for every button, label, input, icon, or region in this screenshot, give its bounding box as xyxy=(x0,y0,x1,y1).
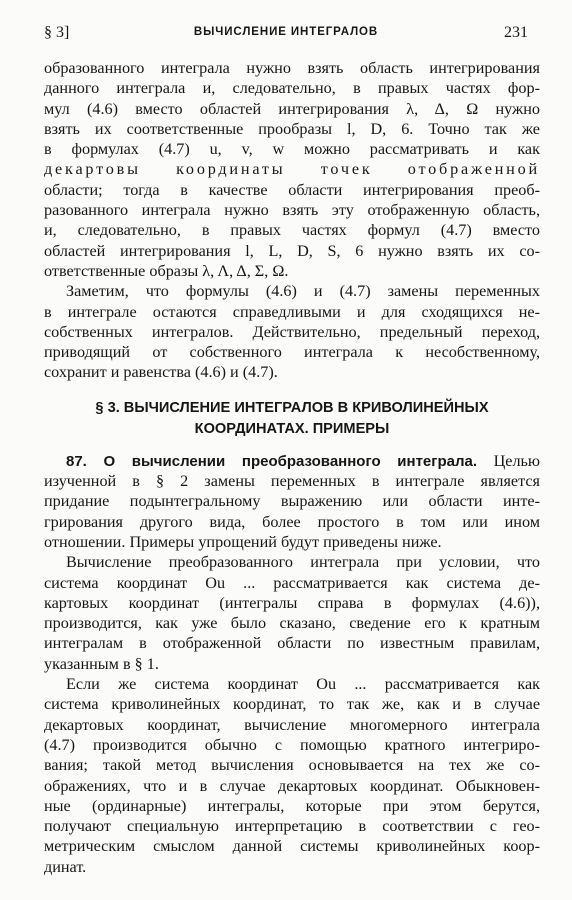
header-section: § 3] xyxy=(44,24,70,41)
text-line: сохранит и равенства (4.6) и (4.7). xyxy=(44,363,278,382)
text-line: в интеграле остаются справедливыми и для сходящихся не- xyxy=(44,302,540,321)
text-line: (4.7) производится обычно с помощью кратного интегриро- xyxy=(44,735,540,754)
running-header xyxy=(44,24,528,46)
text-line: метрическим смыслом данной системы криволинейных коор- xyxy=(44,837,540,856)
text-line: система криволинейных координат, то так же, как и в случае xyxy=(44,695,540,714)
subsection-title: 87. О вычислении преобразованного интеграла. xyxy=(66,452,478,470)
text-line: динат. xyxy=(44,857,87,876)
text-line: отношении. Примеры упрощений будут приведены ниже. xyxy=(44,532,442,551)
text-line: указанным в § 1. xyxy=(44,654,159,673)
text-line: разованного интеграла нужно взять эту отображенную область, xyxy=(44,201,540,220)
text-line: образованного интеграла нужно взять область интегрирования xyxy=(44,59,540,77)
page-number: 231 xyxy=(504,24,528,41)
paragraph-5 xyxy=(44,674,540,877)
text-line xyxy=(44,451,540,471)
text-line: собственных интегралов. Действительно, предельный переход, xyxy=(44,322,540,341)
text-line: ные (ординарные) интегралы, которые при этом берутся, xyxy=(44,796,540,815)
section-heading xyxy=(44,398,540,440)
text-line: получают специальную интерпретацию в соответствии с гео- xyxy=(44,817,540,836)
text-line: приводящий от собственного интеграла к несобственному, xyxy=(44,343,540,362)
text-line: в формулах (4.7) u, v, w можно рассматривать и как xyxy=(44,140,540,159)
text-line: грирования другого вида, более простого в том или ином xyxy=(44,512,540,531)
text-line: интегралам в отображенной области по известным правилам, xyxy=(44,634,540,653)
paragraph-1 xyxy=(44,58,540,281)
text-line: производится, как уже было сказано, сведение его к кратным xyxy=(44,614,540,633)
text-line: декартовых координат, вычисление многомерного интеграла xyxy=(44,715,540,734)
header-title: ВЫЧИСЛЕНИЕ ИНТЕГРАЛОВ xyxy=(193,26,379,38)
text-fragment: Целью xyxy=(477,451,540,470)
text-line: вания; такой метод вычисления основывается на тех же со- xyxy=(44,756,540,775)
text-line: придание подынтегральному выражению или области инте- xyxy=(44,492,540,511)
section-heading-line: § 3. ВЫЧИСЛЕНИЕ ИНТЕГРАЛОВ В КРИВОЛИНЕЙНЫХ xyxy=(95,399,489,416)
paragraph-2 xyxy=(44,281,540,382)
text-line: данного интеграла и, следовательно, в правых частях фор- xyxy=(44,79,540,98)
text-line: Заметим, что формулы (4.6) и (4.7) замены переменных xyxy=(66,282,540,301)
text-line: областей интегрирования l, L, D, S, 6 нужно взять их со- xyxy=(44,241,540,260)
body-text xyxy=(44,58,540,877)
paragraph-4 xyxy=(44,552,540,674)
text-line: ображениях, что и в случае декартовых координат. Обыкновен- xyxy=(44,776,540,795)
text-line: области; тогда в качестве области интегрирования преоб- xyxy=(44,180,540,199)
text-line: система координат Ou ... рассматривается как система де- xyxy=(44,573,540,592)
text-line: мул (4.6) вместо областей интегрирования λ, Δ, Ω нужно xyxy=(44,99,540,118)
section-heading-line: КООРДИНАТАХ. ПРИМЕРЫ xyxy=(194,420,390,437)
text-line: Если же система координат Ou ... рассматривается как xyxy=(66,675,540,694)
text-line: взять их соответственные прообразы l, D, 6. Точно так же xyxy=(44,119,540,138)
text-line: и, следовательно, в правых частях формул (4.7) вместо xyxy=(44,221,540,240)
text-line: ответственные образы λ, Λ, Δ, Σ, Ω. xyxy=(44,261,289,280)
text-line: Вычисление преобразованного интеграла при условии, что xyxy=(66,553,540,572)
text-line: картовых координат (интегралы справа в формулах (4.6)), xyxy=(44,593,540,612)
text-line: декартовы координаты точек отображенной xyxy=(44,160,540,179)
paragraph-3 xyxy=(44,451,540,552)
text-line: изученной в § 2 замены переменных в интеграле является xyxy=(44,472,540,491)
